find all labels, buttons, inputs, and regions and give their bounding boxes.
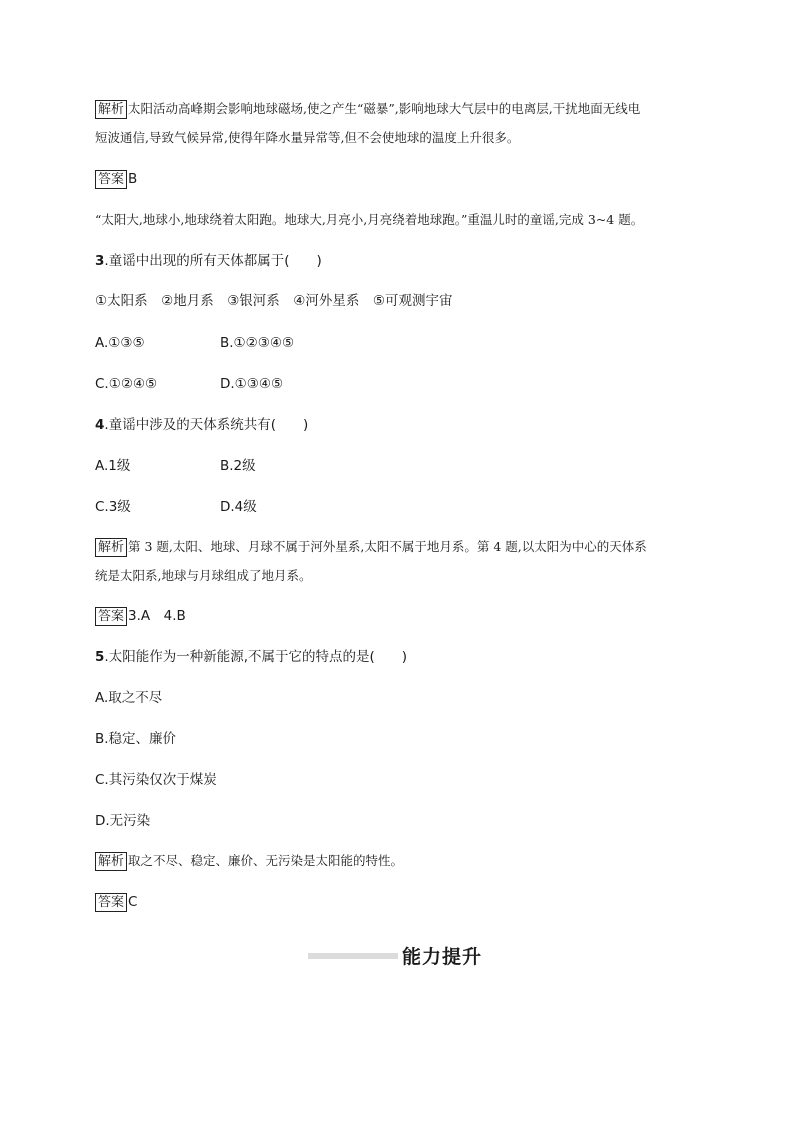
analysis-text: 太阳活动高峰期会影响地球磁场,使之产生“磁暴”,影响地球大气层中的电离层,干扰地面无线电 <box>128 101 641 116</box>
section-title: 能力提升 <box>402 946 483 968</box>
analysis-tag: 解析 <box>95 538 127 557</box>
answer-tag: 答案 <box>95 607 127 626</box>
analysis-1-line-1 <box>95 100 640 119</box>
analysis-3 <box>95 852 403 871</box>
q3-option-c: C.①②④⑤ <box>95 376 158 392</box>
q5-option-c: C.其污染仅次于煤炭 <box>95 772 217 788</box>
answer-text: 3.A 4.B <box>128 608 186 624</box>
q4-option-b: B.2级 <box>220 458 256 474</box>
question-text: .太阳能作为一种新能源,不属于它的特点的是( ) <box>104 649 408 665</box>
question-number: 3 <box>95 253 105 269</box>
question-text: .童谣中出现的所有天体都属于( ) <box>104 253 322 269</box>
analysis-tag: 解析 <box>95 100 127 119</box>
q3-option-b: B.①②③④⑤ <box>220 335 295 351</box>
analysis-text: 取之不尽、稳定、廉价、无污染是太阳能的特性。 <box>128 853 404 868</box>
answer-3 <box>95 893 137 912</box>
analysis-2-line-2: 统是太阳系,地球与月球组成了地月系。 <box>95 568 312 583</box>
question-text: .童谣中涉及的天体系统共有( ) <box>104 417 309 433</box>
answer-tag: 答案 <box>95 170 127 189</box>
q4-option-c: C.3级 <box>95 499 131 515</box>
q5-option-b: B.稳定、廉价 <box>95 731 177 747</box>
q4-option-d: D.4级 <box>220 499 257 515</box>
q3-option-a: A.①③⑤ <box>95 335 145 351</box>
question-3 <box>95 252 322 270</box>
analysis-2-line-1 <box>95 538 647 557</box>
q5-option-a: A.取之不尽 <box>95 690 163 706</box>
question-number: 5 <box>95 649 105 665</box>
q5-option-d: D.无污染 <box>95 813 151 829</box>
answer-2 <box>95 607 186 626</box>
section-decor-bar <box>308 953 398 959</box>
question-number: 4 <box>95 417 105 433</box>
analysis-1-line-2: 短波通信,导致气候异常,使得年降水量异常等,但不会使地球的温度上升很多。 <box>95 130 520 145</box>
answer-text: B <box>128 171 138 187</box>
question-4 <box>95 416 308 434</box>
analysis-tag: 解析 <box>95 852 127 871</box>
answer-text: C <box>128 894 138 910</box>
answer-tag: 答案 <box>95 893 127 912</box>
answer-1 <box>95 170 137 189</box>
question-3-choices: ①太阳系 ②地月系 ③银河系 ④河外星系 ⑤可观测宇宙 <box>95 293 453 309</box>
question-5 <box>95 648 407 666</box>
section-heading <box>308 942 482 969</box>
q4-option-a: A.1级 <box>95 458 131 474</box>
analysis-text: 第 3 题,太阳、地球、月球不属于河外星系,太阳不属于地月系。第 4 题,以太阳为中心的天体系 <box>128 539 647 554</box>
q3-option-d: D.①③④⑤ <box>220 376 284 392</box>
question-intro: “太阳大,地球小,地球绕着太阳跑。地球大,月亮小,月亮绕着地球跑。”重温儿时的童谣,完成 3~4 题。 <box>95 212 644 227</box>
